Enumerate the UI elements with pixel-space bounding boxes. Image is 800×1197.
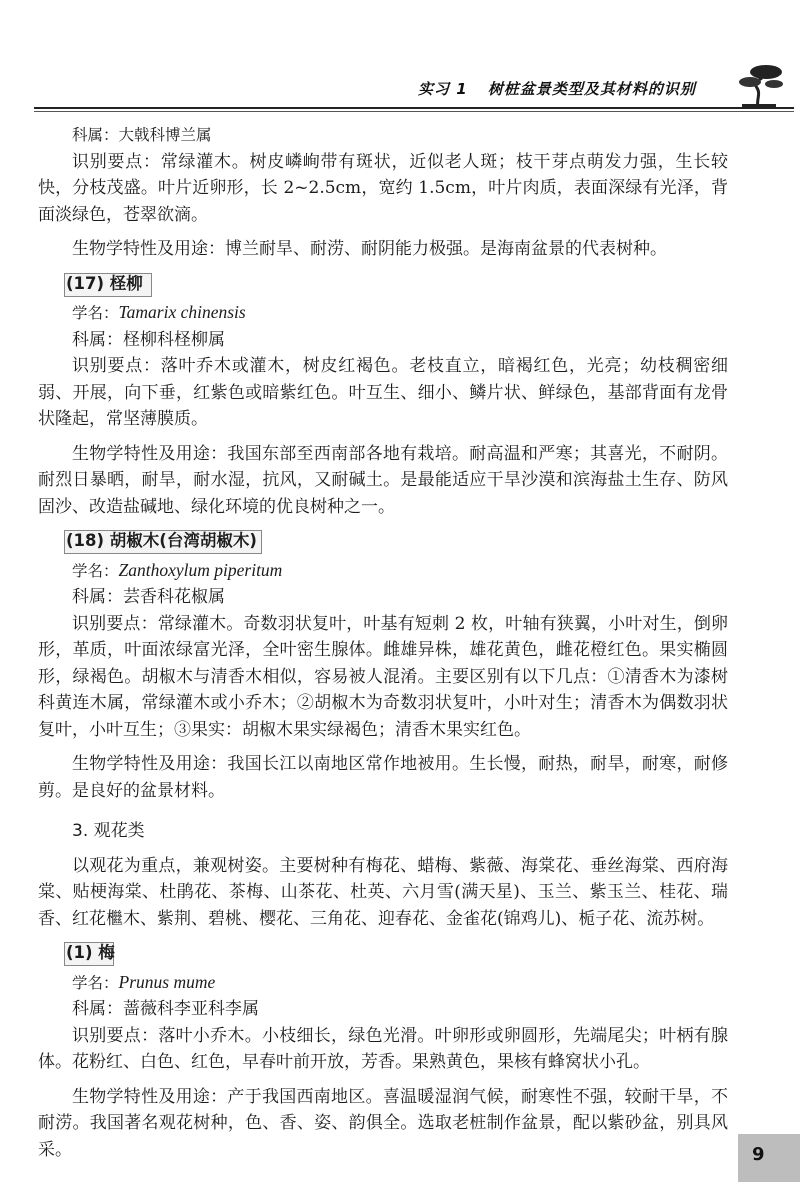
practice-number: 实习 1: [418, 80, 468, 98]
identify-17: 识别要点：落叶乔木或灌木，树皮红褐色。老枝直立，暗褐红色，光亮；幼枝稠密细弱、开展，向下垂，红紫色或暗紫红色。叶互生、细小、鳞片状、鲜绿色，基部背面有龙骨状隆起，常坚薄膜质。: [38, 356, 728, 429]
running-header: [418, 78, 738, 102]
family-1: 科属：蔷薇科李亚科李属: [72, 999, 259, 1019]
header-rule: [34, 107, 794, 109]
intro-biology: 生物学特性及用途：博兰耐旱、耐涝、耐阴能力极强。是海南盆景的代表树种。: [72, 239, 667, 259]
family-17: 科属：柽柳科柽柳属: [72, 329, 225, 350]
chapter-title: 树桩盆景类型及其材料的识别: [487, 80, 696, 98]
entry-heading-18: (18) 胡椒木(台湾胡椒木): [38, 528, 728, 555]
intro-identify: 识别要点：常绿灌木。树皮嶙峋带有斑状，近似老人斑；枝干芽点萌发力强，生长较快，分枝茂盛。叶片近卵形，长 2~2.5cm，宽约 1.5cm，叶片肉质，表面深绿有光泽，背面淡绿色，苍翠欲滴。: [38, 151, 728, 225]
entry-heading-17: (17) 柽柳: [38, 271, 728, 298]
scientific-name-18: 学名：Zanthoxylum piperitum: [72, 559, 283, 580]
entry-heading-1: (1) 梅: [38, 940, 728, 967]
header-rule-thin: [34, 111, 794, 112]
biology-1: 生物学特性及用途：产于我国西南地区。喜温暖湿润气候，耐寒性不强，较耐干旱，不耐涝。我国著名观花树种，色、香、姿、韵俱全。选取老桩制作盆景，配以紫砂盆，别具风采。: [38, 1086, 728, 1160]
family-18: 科属：芸香科花椒属: [72, 587, 225, 607]
identify-18: 识别要点：常绿灌木。奇数羽状复叶，叶基有短刺 2 枚，叶轴有狭翼，小叶对生，倒卵形，革质，叶面浓绿富光泽，全叶密生腺体。雌雄异株，雄花黄色，雌花橙红色。果实椭圆形，绿褐色。胡椒木与清香木相似，容易被人混淆。主要区别有以下几点：①清香木为漆树科黄连木属，常绿灌木或小乔木；②胡椒木为奇数羽状复叶，小叶对生；清香木为偶数羽状复叶，小叶互生；③果实：胡椒木果实绿褐色；清香木果实红色。: [38, 613, 728, 740]
body-text: [38, 122, 728, 1163]
page-number: 9: [752, 1144, 765, 1165]
identify-1: 识别要点：落叶小乔木。小枝细长，绿色光滑。叶卵形或卵圆形，先端尾尖；叶柄有腺体。花粉红、白色、红色，早春叶前开放，芳香。果熟黄色，果核有蜂窝状小孔。: [38, 1025, 728, 1072]
bonsai-tree-icon: [728, 58, 788, 110]
section-heading-3: 3. 观花类: [72, 821, 145, 841]
scientific-name-1: 学名：Prunus mume: [72, 971, 216, 992]
intro-family: 科属：大戟科博兰属: [72, 126, 212, 144]
biology-17: 生物学特性及用途：我国东部至西南部各地有栽培。耐高温和严寒；其喜光，不耐阴。耐烈日暴晒，耐旱，耐水湿，抗风，又耐碱土。是最能适应干旱沙漠和滨海盐土生存、防风固沙、改造盐碱地、绿化环境的优良树种之一。: [38, 443, 728, 517]
section-3-text: 以观花为重点，兼观树姿。主要树种有梅花、蜡梅、紫薇、海棠花、垂丝海棠、西府海棠、贴梗海棠、杜鹃花、茶梅、山茶花、杜英、六月雪(满天星)、玉兰、紫玉兰、桂花、瑞香、红花檵木、紫荆、碧桃、樱花、三角花、迎春花、金雀花(锦鸡儿)、栀子花、流苏树。: [38, 855, 728, 929]
scientific-name-17: 学名：Tamarix chinensis: [72, 302, 246, 322]
biology-18: 生物学特性及用途：我国长江以南地区常作地被用。生长慢，耐热，耐旱，耐寒，耐修剪。是良好的盆景材料。: [38, 754, 728, 801]
